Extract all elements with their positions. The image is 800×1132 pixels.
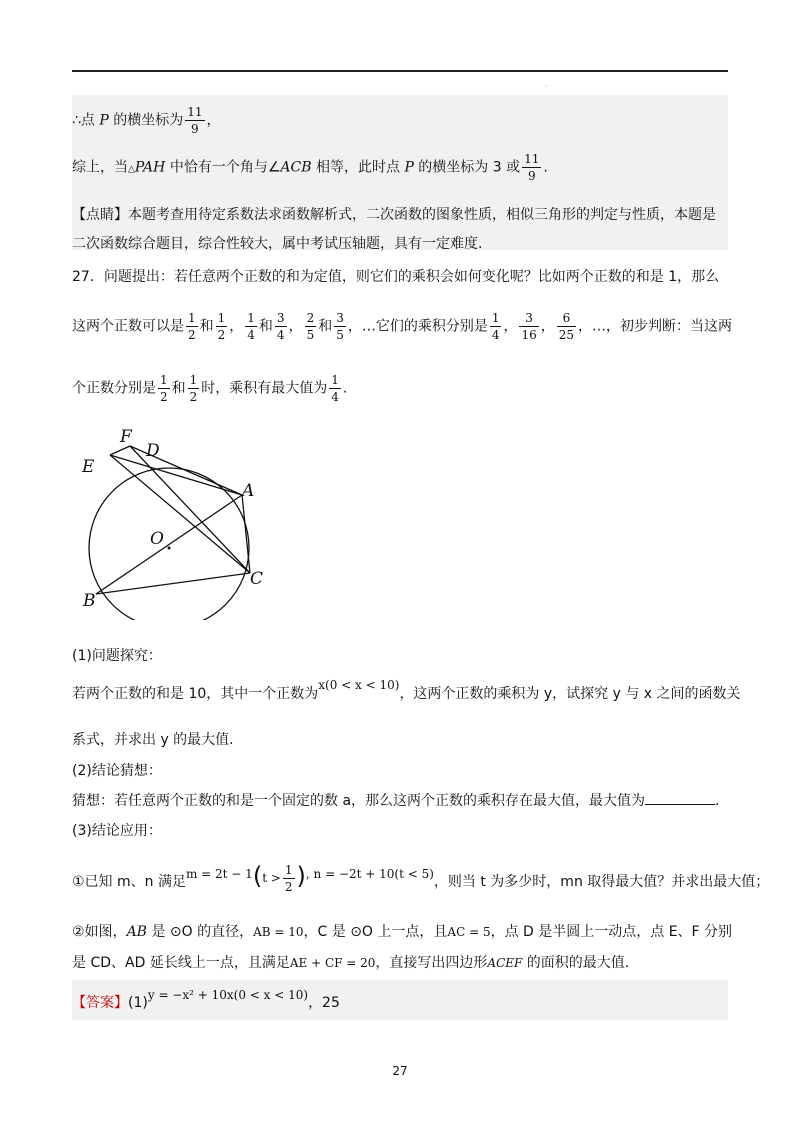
- part-3-item-2-line-2: 是 CD、AD 延长线上一点，且满足AE + CF = 20，直接写出四边形ACEF 的面积的最大值.: [72, 955, 630, 971]
- label-o: O: [150, 529, 164, 549]
- fraction: $\frac{11}{9}$: [524, 152, 540, 183]
- comment-line-1: 【点睛】本题考查用待定系数法求函数解析式，二次函数的图象性质，相似三角形的判定与性质，本题是: [72, 207, 716, 223]
- question-27-line-1: 27．问题提出：若任意两个正数的和为定值，则它们的乘积会如何变化呢？比如两个正数的和是 1，那么: [72, 269, 720, 285]
- segment-ef: [110, 446, 130, 455]
- question-27-line-3: 个正数分别是 $\frac{1}{2}$ 和 $\frac{1}{2}$ 时，乘积有最大值为 $\frac{1}{4}$ .: [72, 373, 348, 404]
- geometry-figure: [70, 420, 290, 620]
- label-e: E: [82, 457, 95, 477]
- segment-bc: [96, 573, 250, 594]
- segment-ac: [242, 495, 250, 573]
- question-27-line-2: 这两个正数可以是 $\frac{1}{2}$ 和 $\frac{1}{2}$ ， $\frac{1}{4}$ 和 $\frac{3}{4}$ ， $\frac{2}{5}$ 和 $\frac{3}{5}$ ，…它们的乘积分别是 $\frac{1}{4}$ ， $\frac{3}{16}$ ， $\frac{6}{25}$ ，…，初步判断：当这两: [72, 311, 733, 342]
- part-1-head: (1)问题探究：: [72, 648, 162, 664]
- answer-line: 【答案】(1)y = −x² + 10x(0 < x < 10)，25: [72, 988, 340, 1011]
- part-1-line-2: 系式，并求出 y 的最大值.: [72, 732, 234, 748]
- part-3-item-2-line-1: ②如图，AB 是 ⊙O 的直径，AB = 10，C 是 ⊙O 上一点，且AC = 5，点 D 是半圆上一动点，点 E、F 分别: [72, 924, 733, 940]
- header-rule: [72, 70, 728, 72]
- segment-ea: [110, 455, 242, 495]
- label-f: F: [120, 427, 132, 447]
- part-2-head: (2)结论猜想：: [72, 763, 162, 779]
- label-b: B: [83, 591, 96, 611]
- comment-tag: 【点睛】: [72, 207, 128, 223]
- label-d: D: [146, 441, 160, 461]
- segment-fc: [130, 446, 250, 573]
- solution-line-2: 综上，当△PAH 中恰有一个角与∠ACB 相等，此时点 P 的横坐标为 3 或 $\frac{11}{9}$ .: [72, 152, 548, 183]
- answer-tag: 【答案】: [72, 995, 128, 1011]
- comment-line-2: 二次函数综合题目，综合性较大，属中考试压轴题，具有一定难度.: [72, 236, 483, 252]
- fraction: $\frac{11}{9}$: [187, 105, 203, 136]
- page-number: 27: [392, 1064, 408, 1078]
- solution-line-1: ∴点 P 的横坐标为 $\frac{11}{9}$ ，: [72, 105, 221, 136]
- label-a: A: [242, 481, 255, 501]
- center-point: [168, 547, 171, 550]
- header-mark: ·: [545, 82, 548, 91]
- label-c: C: [250, 569, 264, 589]
- part-2-line-1: 猜想：若任意两个正数的和是一个固定的数 a，那么这两个正数的乘积存在最大值，最大值为 .: [72, 793, 720, 809]
- segment-ec: [110, 455, 250, 573]
- part-1-line-1: 若两个正数的和是 10，其中一个正数为x(0 < x < 10)，这两个正数的乘积为 y，试探究 y 与 x 之间的函数关: [72, 678, 741, 702]
- part-3-item-1: ①已知 m、n 满足m = 2t − 1(t > $\frac{1}{2}$ ), n = −2t + 10(t < 5)，则当 t 为多少时，mn 取得最大值？并求出最大值；: [72, 862, 770, 894]
- segment-ab: [96, 495, 242, 594]
- answer-blank: [645, 792, 715, 805]
- part-3-head: (3)结论应用：: [72, 823, 162, 839]
